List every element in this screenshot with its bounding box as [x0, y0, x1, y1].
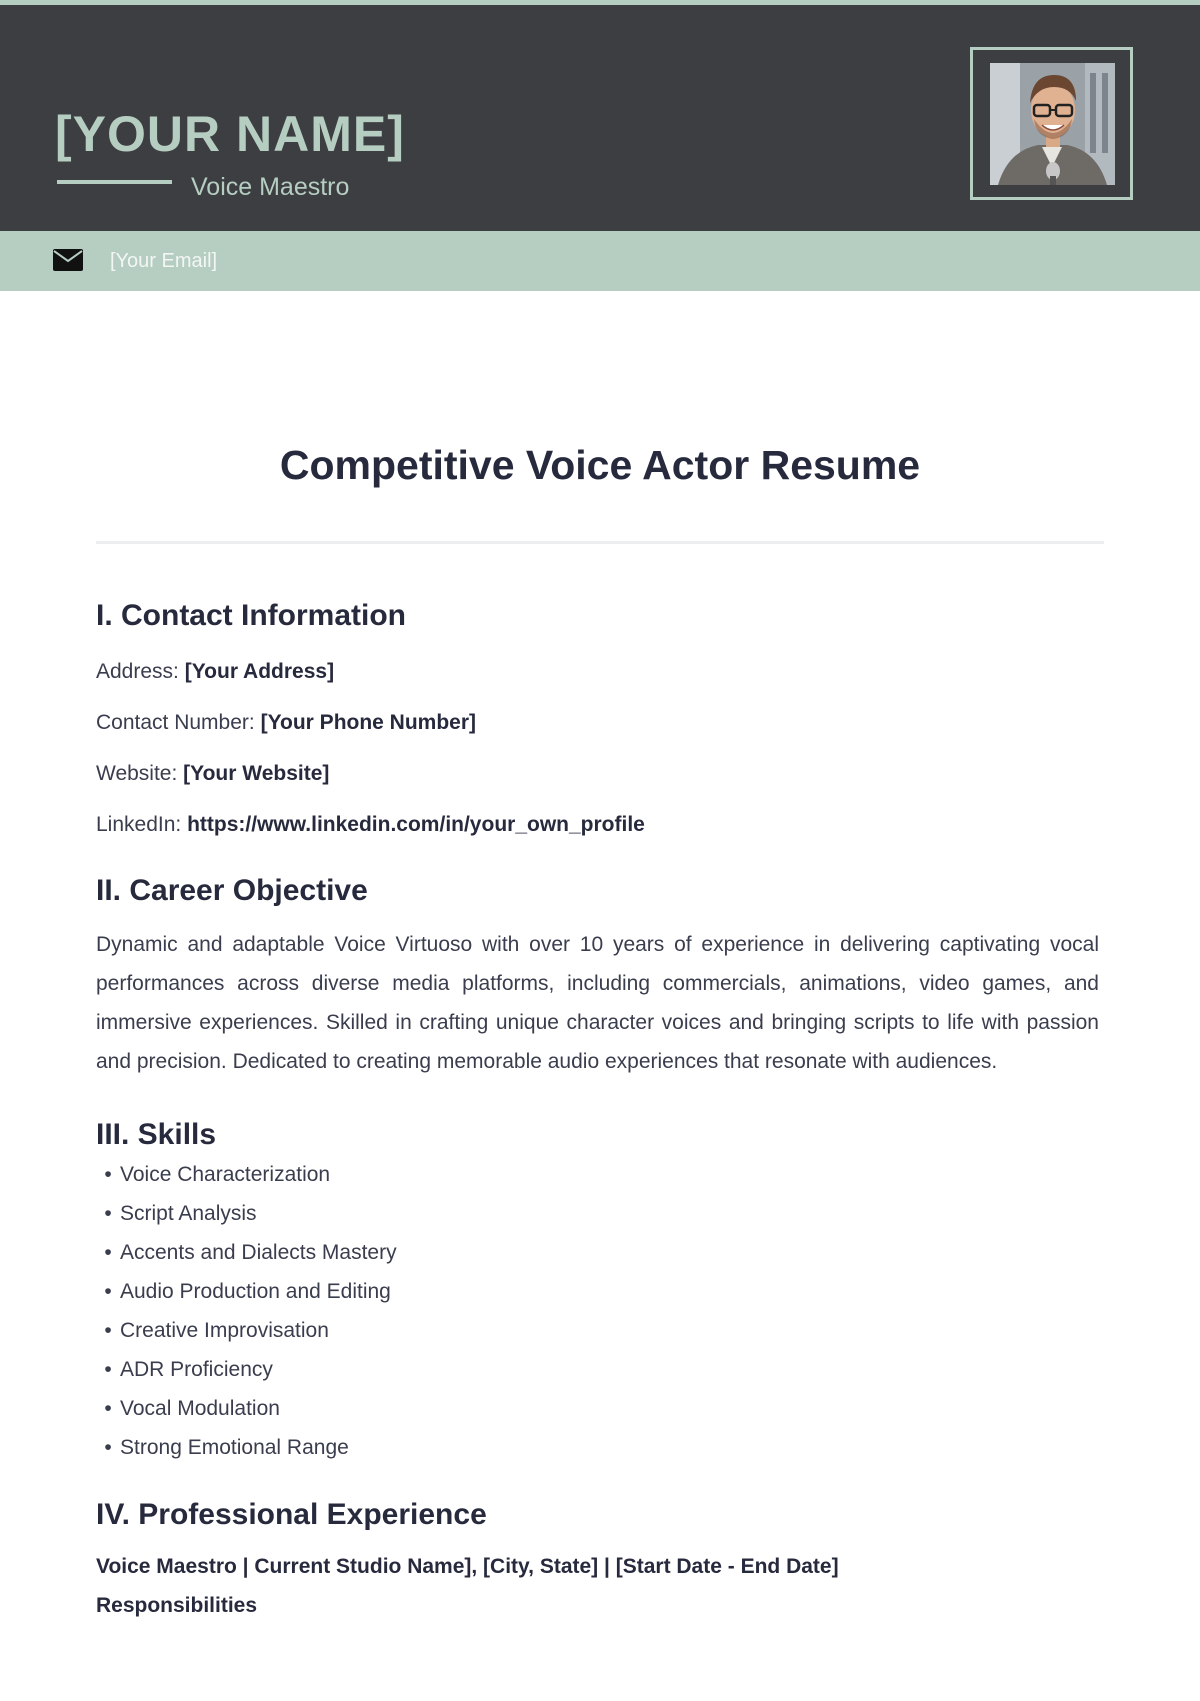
section-heading: I. Contact Information [96, 599, 406, 632]
resume-body [96, 596, 1099, 1620]
title-divider [96, 541, 1104, 544]
website-value[interactable]: [Your Website] [183, 762, 330, 785]
list-item [96, 1194, 1099, 1233]
skill-label: Strong Emotional Range [120, 1436, 349, 1459]
section-heading: IV. Professional Experience [96, 1498, 487, 1531]
website-row [96, 760, 1099, 788]
list-item [96, 1350, 1099, 1389]
career-objective-text: Dynamic and adaptable Voice Virtuoso with over 10 years of experience in delivering captivating vocal performances across diverse media platforms, including commercials, animations, video games, and immersive experiences. Skilled in crafting unique character voices and bringing scripts to life with passion and precision. Dedicated to creating memorable audio experiences that resonate with audiences. [96, 933, 1099, 1073]
bullet-icon: • [104, 1319, 112, 1342]
responsibilities-label: Responsibilities [96, 1594, 258, 1617]
section-career-objective [96, 871, 1099, 1081]
section-skills [96, 1115, 1099, 1467]
phone-label: Contact Number: [96, 711, 261, 734]
address-row [96, 658, 1099, 686]
photo-frame [970, 47, 1133, 200]
email-link[interactable]: [Your Email] [110, 250, 218, 272]
section-heading: II. Career Objective [96, 874, 368, 907]
contact-bar [0, 231, 1200, 291]
skill-label: Script Analysis [120, 1202, 257, 1225]
section-heading: III. Skills [96, 1118, 217, 1151]
bullet-icon: • [104, 1358, 112, 1381]
skill-label: Audio Production and Editing [120, 1280, 391, 1303]
skills-list [96, 1155, 1099, 1467]
profile-photo [990, 63, 1115, 185]
bullet-icon: • [104, 1241, 112, 1264]
linkedin-row [96, 811, 1099, 839]
document-title: Competitive Voice Actor Resume [279, 442, 921, 488]
envelope-icon [53, 249, 83, 271]
address-label: Address: [96, 660, 185, 683]
list-item [96, 1311, 1099, 1350]
bullet-icon: • [104, 1280, 112, 1303]
list-item [96, 1233, 1099, 1272]
resume-header [0, 5, 1200, 231]
list-item [96, 1272, 1099, 1311]
list-item [96, 1428, 1099, 1467]
list-item [96, 1389, 1099, 1428]
phone-value: [Your Phone Number] [260, 711, 477, 734]
bullet-icon: • [104, 1202, 112, 1225]
bullet-icon: • [104, 1163, 112, 1186]
section-professional-experience [96, 1495, 1099, 1620]
candidate-role: Voice Maestro [191, 173, 350, 201]
section-contact-information [96, 596, 1099, 839]
skill-label: Voice Characterization [120, 1163, 331, 1186]
skill-label: Creative Improvisation [120, 1319, 329, 1342]
bullet-icon: • [104, 1397, 112, 1420]
list-item [96, 1155, 1099, 1194]
skill-label: Accents and Dialects Mastery [120, 1241, 397, 1264]
phone-row [96, 709, 1099, 737]
website-label: Website: [96, 762, 184, 785]
job-title-line: Voice Maestro | Current Studio Name], [City, State] | [Start Date - End Date] [96, 1555, 839, 1578]
linkedin-link[interactable]: https://www.linkedin.com/in/your_own_profile [187, 813, 645, 836]
skill-label: Vocal Modulation [120, 1397, 280, 1420]
candidate-name: [YOUR NAME] [55, 106, 405, 162]
linkedin-label: LinkedIn: [96, 813, 188, 836]
skill-label: ADR Proficiency [120, 1358, 273, 1381]
name-underline [57, 180, 172, 184]
profile-photo-icon [990, 63, 1115, 185]
address-value: [Your Address] [184, 660, 335, 683]
bullet-icon: • [104, 1436, 112, 1459]
